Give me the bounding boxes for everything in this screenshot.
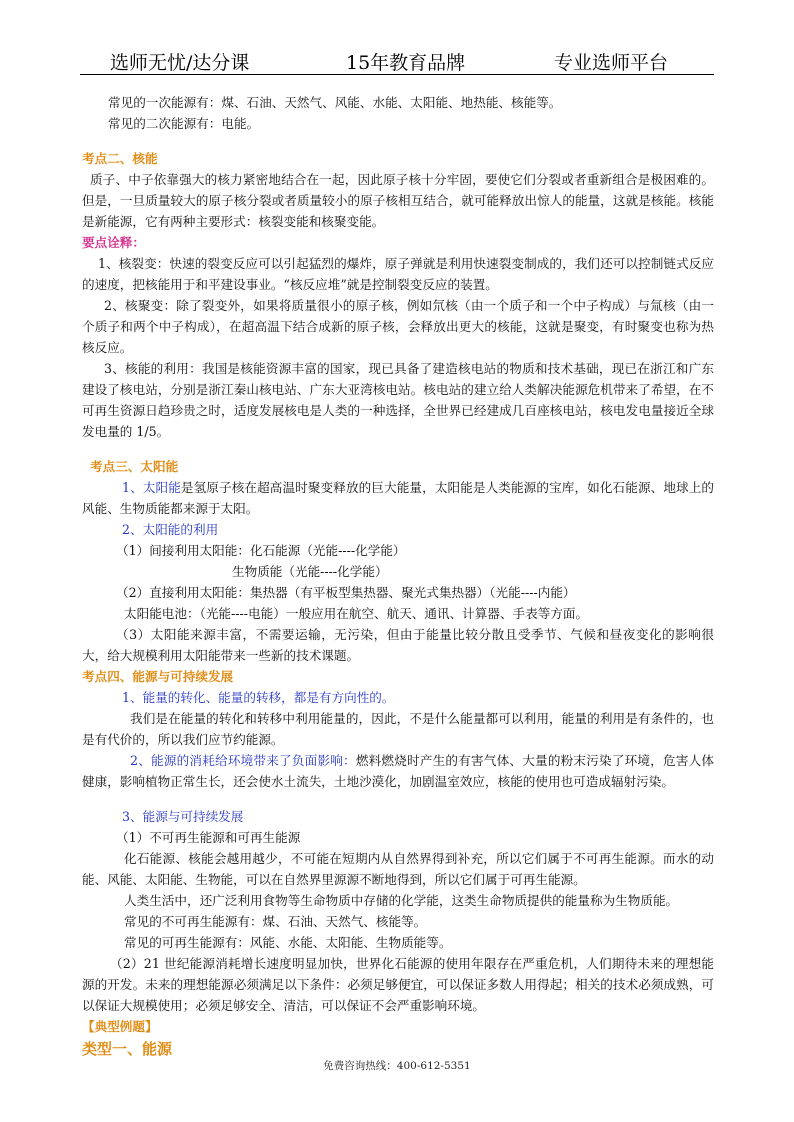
inline-text: 1、 [122,480,143,495]
paragraph: 3、核能的利用：我国是核能资源丰富的国家，现已具备了建造核电站的物质和技术基础，现已在浙江和广东建设了核电站，分别是浙江秦山核电站、广东大亚湾核电站。核电站的建立给人类解决能源危机带来了希望，在不可再生资源日趋珍贵之时，适度发展核电是人类的一种选择，全世界已经建成几百座核电站，核电发电量接近全球发电量的 1/5。 [82,361,714,439]
paragraph: （2）直接利用太阳能：集热器（有平板型集热器、聚光式集热器）（光能----内能） [116,585,576,600]
header-platform: 专业选师平台 [554,52,669,74]
section-heading: 考点四、能源与可持续发展 [82,669,234,684]
section-heading: 考点三、太阳能 [90,459,179,474]
header-brand: 选师无忧/达分课 [110,52,250,74]
paragraph [82,750,714,792]
paragraph: 常见的不可再生能源有：煤、石油、天然气、核能等。 [124,914,427,929]
paragraph: 生物质能（光能----化学能） [232,564,388,579]
paragraph: 1、核裂变：快速的裂变反应可以引起猛烈的爆炸，原子弹就是利用快速裂变制成的，我们还可以控制链式反应的速度，把核能用于和平建设事业。“核反应堆”就是控制裂变反应的装置。 [82,256,714,292]
paragraph: 质子、中子依靠强大的核力紧密地结合在一起，因此原子核十分牢固，要使它们分裂或者重新组合是极困难的。但是，一旦质量较大的原子核分裂或者质量较小的原子核相互结合，就可能释放出惊人的能量，这就是核能。核能是新能源，它有两种主要形式：核裂变能和核聚变能。 [82,172,714,229]
paragraph: 我们是在能量的转化和转移中利用能量的，因此，不是什么能量都可以利用，能量的利用是有条件的，也是有代价的，所以我们应节约能源。 [82,711,714,747]
paragraph: （2）21 世纪能源消耗增长速度明显加快，世界化石能源的使用年限存在严重危机，人们期待未来的理想能源的开发。未来的理想能源必须满足以下条件：必须足够便宜，可以保证多数人用得起；相关的技术必须成熟，可以保证大规模使用；必须足够安全、清洁，可以保证不会严重影响环境。 [82,956,714,1013]
inline-text: 燃料燃烧时产生的有害气体、大量的粉末污染了环境，危害人体健康，影响植物正常生长，还会使水土流失，土地沙漠化，加剧温室效应，核能的使用也可造成辐射污染。 [82,753,715,789]
subheading: 1、能量的转化、能量的转移，都是有方向性的。 [122,690,395,705]
document-body [82,92,714,1060]
paragraph: （1）间接利用太阳能：化石能源（光能----化学能） [116,543,406,558]
spacer [82,792,714,806]
inline-text: 是氢原子核在超高温时聚变释放的巨大能量，太阳能是人类能源的宝库，如化石能源、地球上的风能、生物质能都来源于太阳。 [82,480,715,516]
footer-hotline: 免费咨询热线：400-612-5351 [323,1060,471,1072]
subheading: 3、能源与可持续发展 [122,809,244,824]
paragraph: 人类生活中，还广泛利用食物等生命物质中存储的化学能，这类生命物质提供的能量称为生物质能。 [124,893,679,908]
paragraph: （3）太阳能来源丰富，不需要运输，无污染，但由于能量比较分散且受季节、气候和昼夜变化的影响很大，给大规模利用太阳能带来一些新的技术课题。 [82,627,714,663]
subheading: 2、太阳能的利用 [122,522,219,537]
paragraph: 常见的可再生能源有：风能、水能、太阳能、生物质能等。 [124,935,452,950]
examples-heading: 【典型例题】 [82,1019,158,1034]
page-header [80,46,714,76]
inline-subheading: 2、能源的消耗给环境带来了负面影响： [130,753,356,768]
paragraph: 2、核聚变：除了裂变外，如果将质量很小的原子核，例如氘核（由一个质子和一个中子构成）与氚核（由一个质子和两个中子构成），在超高温下结合成新的原子核，会释放出更大的核能，这就是聚变，有时聚变也称为热核反应。 [82,298,714,355]
header-rule [80,74,714,75]
paragraph: 太阳能电池：（光能----电能）一般应用在航空、航天、通讯、计算器、手表等方面。 [124,606,589,621]
key-points-heading: 要点诠释： [82,235,145,250]
paragraph: 常见的二次能源有：电能。 [108,116,260,131]
spacer [82,442,714,456]
section-heading: 考点二、核能 [82,151,158,166]
inline-term: 太阳能 [142,480,181,495]
spacer [82,134,714,148]
header-slogan: 15年教育品牌 [346,52,466,74]
paragraph: （1）不可再生能源和可再生能源 [116,830,301,845]
paragraph: 化石能源、核能会越用越少，不可能在短期内从自然界得到补充，所以它们属于不可再生能源。而水的动能、风能、太阳能、生物能，可以在自然界里源源不断地得到，所以它们属于可再生能源。 [82,851,714,887]
paragraph [82,477,714,519]
paragraph: 常见的一次能源有：煤、石油、天然气、风能、水能、太阳能、地热能、核能等。 [108,95,562,110]
type-heading: 类型一、能源 [82,1040,173,1058]
